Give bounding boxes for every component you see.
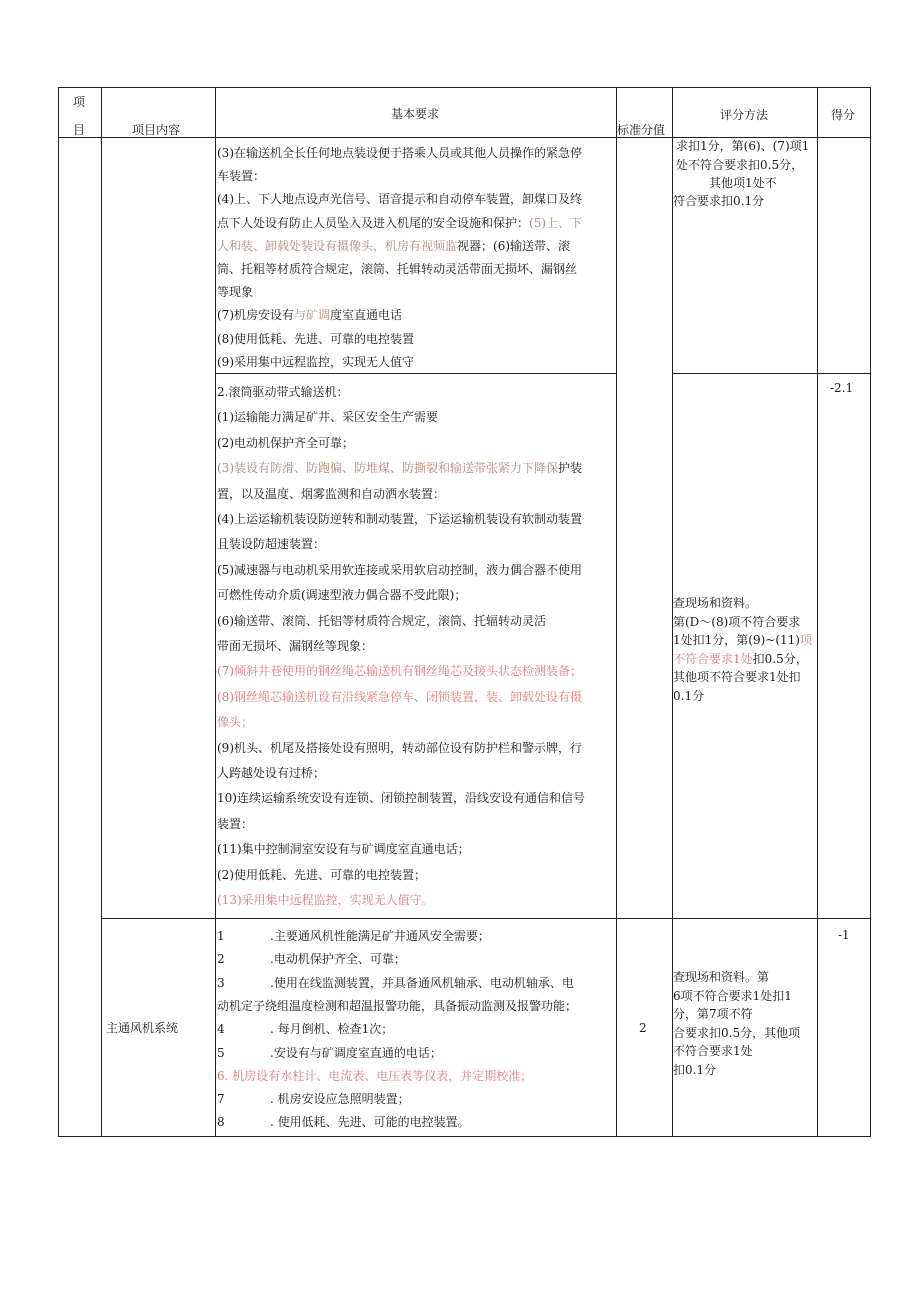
requirement-line-text: (2)使用低耗、先进、可靠的电控装置； <box>217 867 426 882</box>
requirement-number: 2 <box>217 952 225 967</box>
section3-item-content: 主通风机系统 <box>106 1021 179 1035</box>
requirement-line <box>217 588 466 603</box>
requirement-line: . 每月倒机、检查1次； <box>270 1022 394 1037</box>
requirement-line-text: (5)减速器与电动机采用软连接或采用软启动控制，液力偶合器不使用 <box>217 562 583 577</box>
method-line: 扣0.1分 <box>673 1063 717 1077</box>
requirement-line <box>217 537 325 552</box>
requirement-line-text: 可燃性传动介质(调速型液力偶合器不受此限)； <box>217 588 467 603</box>
table-border-bottom <box>58 1136 871 1137</box>
row-divider <box>215 373 617 374</box>
requirement-line: .安设有与矿调度室直通的电话； <box>270 1045 442 1060</box>
method-line-text: 扣0.5分， <box>752 651 808 666</box>
requirement-line-text: (9)采用集中远程监控，实现无人值守 <box>217 354 414 369</box>
requirement-line <box>217 410 438 425</box>
method-line <box>673 615 800 630</box>
header-item-line1: 项 <box>73 95 86 109</box>
requirement-line-text: 等现象 <box>217 285 254 300</box>
requirement-line: .主要通风机性能满足矿井通风安全需要； <box>270 929 490 943</box>
requirement-number: 1 <box>217 929 225 943</box>
requirement-line-text: 护装 <box>558 461 583 476</box>
requirement-line-text: 带面无损坏、漏钢丝等现象： <box>217 639 374 653</box>
requirement-line <box>217 239 570 254</box>
method-line <box>673 670 801 685</box>
requirement-line-text: (4)上运运输机装设防逆转和制动装置，下运运输机装设有软制动装置 <box>217 512 583 526</box>
requirement-line <box>217 715 253 730</box>
requirement-line <box>217 332 414 347</box>
requirement-line <box>217 893 434 908</box>
requirement-line-text: (11)集中控制洞室安设有与矿调度室直通电话； <box>217 842 470 857</box>
column-divider <box>215 87 216 1137</box>
requirement-line-text: (9)机头、机尾及搭接处设有照明，转动部位设有防护栏和警示牌，行 <box>217 740 583 755</box>
requirement-line <box>217 868 426 883</box>
method-line: 处不符合要求扣0.5分， <box>676 158 804 172</box>
requirement-line-text: (8)钢丝绳芯输送机设有沿线紧急停车、闭锁装置，装、卸载处设有摄 <box>217 689 583 704</box>
requirement-line-text: (7)倾斜井巷使用的钢丝绳芯输送机有钢丝绳芯及接头状态检测装备； <box>217 664 583 679</box>
requirement-line <box>217 262 577 277</box>
requirement-number: 3 <box>217 975 225 990</box>
method-line <box>673 633 812 648</box>
requirement-line <box>217 192 582 207</box>
requirement-line <box>217 216 582 231</box>
requirement-line <box>217 487 445 502</box>
requirement-line <box>217 766 325 781</box>
requirement-line-text: (2)电动机保护齐全可靠； <box>217 435 354 450</box>
requirement-line-text: 且装设防超速装置： <box>217 537 326 552</box>
requirement-line-text: (13)采用集中远程监控，实现无人值守。 <box>217 893 434 907</box>
scoring-table <box>58 87 871 1137</box>
method-line-text: 第(D～(8)项不符合要求 <box>673 614 801 629</box>
table-border-left <box>58 87 59 1137</box>
requirement-line-text: (6)输送带、滚筒、托铝等材质符合规定，滚筒、托辐转动灵活 <box>217 613 547 628</box>
table-border-top <box>58 87 871 88</box>
requirement-line-text: 像头； <box>217 715 254 730</box>
requirement-line-text: 视器；(6)输送带、滚 <box>457 238 571 253</box>
section3-standard-score: 2 <box>639 1021 647 1035</box>
header-score: 得分 <box>831 108 856 122</box>
requirement-line <box>217 639 373 654</box>
requirement-line-text: 点下人处设有防止人员坠入及进入机尾的安全设施和保护： <box>217 215 530 230</box>
method-line-text: 项 <box>799 633 812 647</box>
requirement-line-text: 装置： <box>217 816 254 831</box>
requirement-number: 8 <box>217 1115 225 1130</box>
requirement-line <box>217 563 582 578</box>
method-line <box>673 596 757 611</box>
requirement-line <box>217 146 582 161</box>
requirement-line: 动机定子绕组温度检测和超温报警功能，具备振动监测及报警功能； <box>217 998 578 1013</box>
header-basic-requirements: 基本要求 <box>391 107 440 121</box>
requirement-line-text: 与矿调 <box>294 308 331 323</box>
requirement-line-text: (8)使用低耗、先进、可靠的电控装置 <box>217 331 414 346</box>
requirement-line <box>217 842 470 857</box>
requirement-line <box>217 741 582 756</box>
method-line: 分，第7项不符 <box>673 1007 753 1022</box>
requirement-line: . 机房安设应急照明装置； <box>270 1092 410 1107</box>
table-border-right <box>870 87 871 1137</box>
requirement-line-text: 筒、托粗等材质符合规定，滚筒、托辑转动灵活带面无损坏、漏钢丝 <box>217 262 578 276</box>
method-line-text: 0.1分 <box>673 688 705 703</box>
requirement-line <box>217 355 414 370</box>
requirement-number: 7 <box>217 1092 225 1107</box>
requirement-line <box>217 461 582 476</box>
requirement-line-text: (3)装设有防滑、防跑偏、防堆煤、防撕裂和输送带张紧力下降保 <box>217 461 559 476</box>
method-line <box>673 689 704 704</box>
header-standard-score: 标准分值 <box>617 123 666 137</box>
method-line-text: 查现场和资料。 <box>673 596 758 610</box>
header-scoring-method: 评分方法 <box>720 108 769 122</box>
requirement-number: 4 <box>217 1022 225 1037</box>
section2-score: -2.1 <box>830 381 854 395</box>
requirement-line-text: 度室直通电话 <box>330 308 403 323</box>
method-line: 6项不符合要求1处扣1 <box>673 988 792 1003</box>
requirement-line: 6. 机房设有水柱计、电流表、电压表等仪表，并定期校准； <box>217 1068 533 1083</box>
requirement-line-text: 置，以及温度、烟雾监测和自动洒水装置： <box>217 486 446 501</box>
method-line-text: 不符合要求1处 <box>673 651 753 666</box>
requirement-line-text: 车装置： <box>217 169 266 184</box>
method-line: 合要求扣0.5分，其他项 <box>673 1025 801 1040</box>
method-line-text: 其他项不符合要求1处扣 <box>673 670 801 684</box>
method-line <box>673 652 808 667</box>
requirement-line <box>217 512 582 527</box>
column-divider <box>616 87 617 1137</box>
section3-score: -1 <box>838 928 850 942</box>
requirement-line-text: 人跨越处设有过桥； <box>217 766 326 780</box>
requirement-line-text: 2.滚筒驱动带式输送机： <box>217 385 349 399</box>
method-line-text: 1处扣1分，第(9)~(11) <box>673 633 800 647</box>
requirement-line <box>217 664 582 679</box>
method-line: 不符合要求1处 <box>673 1044 753 1059</box>
requirement-line <box>217 817 253 832</box>
requirement-line: . 使用低耗、先进、可能的电控装置。 <box>270 1115 470 1130</box>
header-item-line2: 目 <box>73 123 86 137</box>
column-divider <box>817 87 818 1137</box>
requirement-number: 5 <box>217 1045 225 1060</box>
requirement-line-text: (5)上、下 <box>529 215 583 230</box>
requirement-line <box>217 285 253 300</box>
row-divider <box>101 918 871 919</box>
requirement-line <box>217 308 402 323</box>
requirement-line-text: (1)运输能力满足矿井、采区安全生产需要 <box>217 410 438 425</box>
column-divider <box>101 87 102 1137</box>
requirement-line <box>217 690 582 705</box>
method-line: 符合要求扣0.1分 <box>673 194 765 208</box>
requirement-line: .使用在线监测装置，并具备通风机轴承、电动机轴承、电 <box>270 975 574 990</box>
requirement-line-text: 人和装、卸载处装设有摄像头，机房有视频监 <box>217 238 458 253</box>
requirement-line-text: (7)机房安设有 <box>217 308 294 323</box>
requirement-line <box>217 614 546 629</box>
row-divider <box>672 373 871 374</box>
method-line: 其他项1处不 <box>709 176 777 190</box>
requirement-line-text: (3)在输送机全长任何地点装设便于搭乘人员或其他人员操作的紧急停 <box>217 146 583 160</box>
method-line: 求扣1分，第(6)、(7)项1 <box>676 139 810 153</box>
requirement-line <box>217 385 348 400</box>
requirement-line-text: 10)连续运输系统安设有连锁、闭锁控制装置，沿线安设有通信和信号 <box>217 791 585 806</box>
requirement-line <box>217 436 354 451</box>
header-item-content: 项目内容 <box>132 123 181 137</box>
requirement-line <box>217 169 265 184</box>
method-line: 查现场和资料。第 <box>673 970 770 984</box>
requirement-line: .电动机保护齐全、可靠； <box>270 952 406 967</box>
requirement-line <box>217 791 585 806</box>
requirement-line-text: (4)上、下人地点设声光信号、语音提示和自动停车装置，卸煤口及终 <box>217 192 583 207</box>
